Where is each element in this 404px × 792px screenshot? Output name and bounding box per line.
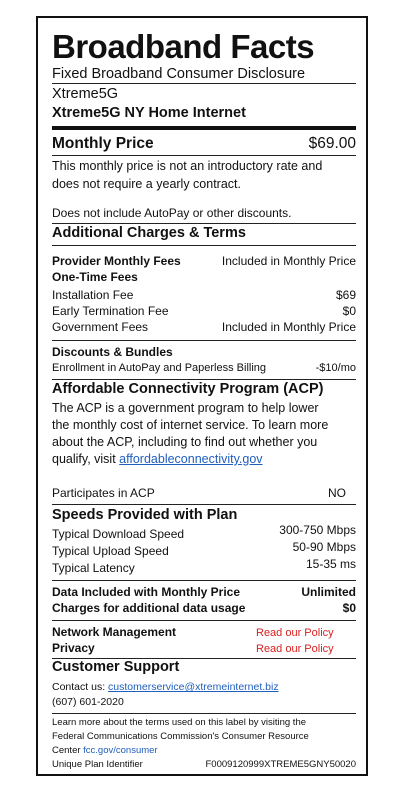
data-charges-label: Charges for additional data usage	[52, 601, 246, 615]
acp-title: Affordable Connectivity Program (ACP)	[52, 381, 324, 397]
broadband-facts-label	[36, 16, 368, 776]
termination-fee-value: $0	[342, 304, 356, 318]
data-included-label: Data Included with Monthly Price	[52, 585, 241, 599]
speeds-title: Speeds Provided with Plan	[52, 507, 238, 523]
acp-text	[52, 452, 263, 466]
divider	[52, 580, 356, 581]
divider	[52, 223, 356, 224]
divider	[52, 504, 356, 505]
provider-fees-value: Included in Monthly Price	[221, 254, 356, 268]
contact-line	[52, 681, 279, 693]
support-email-link[interactable]: customerservice@xtremeinternet.biz	[108, 681, 279, 693]
acp-link[interactable]: affordableconnectivity.gov	[119, 452, 263, 466]
plan-name: Xtreme5G NY Home Internet	[52, 105, 246, 121]
divider	[52, 379, 356, 380]
unique-plan-id-value: F0009120999XTREME5GNY50020	[205, 759, 356, 770]
latency-value: 15-35 ms	[305, 557, 356, 571]
divider	[52, 245, 356, 246]
contact-prefix: Contact us:	[52, 681, 106, 693]
discount-item-value: -$10/mo	[315, 362, 356, 374]
customer-support-title: Customer Support	[52, 659, 180, 675]
acp-participates-value: NO	[328, 486, 346, 500]
provider-name: Xtreme5G	[52, 86, 119, 102]
footer-text	[52, 745, 158, 756]
support-phone: (607) 601-2020	[52, 696, 124, 708]
price-note: This monthly price is not an introductory rate and	[52, 159, 323, 173]
discounts-title: Discounts & Bundles	[52, 345, 173, 359]
acp-text: the monthly cost of internet service. To learn more	[52, 418, 329, 432]
monthly-price-value: $69.00	[308, 135, 356, 152]
network-policy-link[interactable]: Read our Policy	[256, 627, 334, 639]
footer-text: Learn more about the terms used on this label by visiting the	[52, 717, 307, 728]
divider	[52, 620, 356, 621]
one-time-fees-label: One-Time Fees	[52, 270, 138, 284]
discount-item-label: Enrollment in AutoPay and Paperless Billing	[52, 362, 267, 374]
acp-text: The ACP is a government program to help lower	[52, 401, 319, 415]
installation-fee-label: Installation Fee	[52, 288, 134, 302]
installation-fee-value: $69	[335, 288, 356, 302]
monthly-price-label: Monthly Price	[52, 135, 154, 152]
download-speed-value: 300-750 Mbps	[279, 523, 356, 537]
divider	[52, 713, 356, 714]
upload-speed-value: 50-90 Mbps	[292, 540, 356, 554]
acp-text-prefix: qualify, visit	[52, 452, 116, 466]
government-fees-value: Included in Monthly Price	[221, 320, 356, 334]
latency-label: Typical Latency	[52, 561, 135, 575]
provider-fees-label: Provider Monthly Fees	[52, 254, 181, 268]
footer-text: Federal Communications Commission's Consumer Resource	[52, 731, 309, 742]
government-fees-label: Government Fees	[52, 320, 149, 334]
upload-speed-label: Typical Upload Speed	[52, 544, 169, 558]
label-subtitle: Fixed Broadband Consumer Disclosure	[52, 66, 306, 82]
divider-thick	[52, 126, 356, 130]
additional-charges-title: Additional Charges & Terms	[52, 225, 246, 241]
fcc-link[interactable]: fcc.gov/consumer	[83, 745, 158, 756]
data-included-value: Unlimited	[301, 585, 356, 599]
acp-participates-label: Participates in ACP	[52, 486, 155, 500]
data-charges-value: $0	[342, 601, 356, 615]
privacy-policy-link[interactable]: Read our Policy	[256, 643, 334, 655]
footer-text-prefix: Center	[52, 745, 81, 756]
unique-plan-id-label: Unique Plan Identifier	[52, 759, 143, 770]
divider	[52, 155, 356, 156]
privacy-label: Privacy	[52, 641, 95, 655]
download-speed-label: Typical Download Speed	[52, 527, 185, 541]
divider	[52, 340, 356, 341]
divider	[52, 83, 356, 84]
network-management-label: Network Management	[52, 625, 177, 639]
price-note: does not require a yearly contract.	[52, 177, 241, 191]
acp-text: about the ACP, including to find out whether you	[52, 435, 318, 449]
label-title: Broadband Facts	[52, 28, 315, 65]
price-note: Does not include AutoPay or other discounts.	[52, 206, 292, 220]
termination-fee-label: Early Termination Fee	[52, 304, 169, 318]
